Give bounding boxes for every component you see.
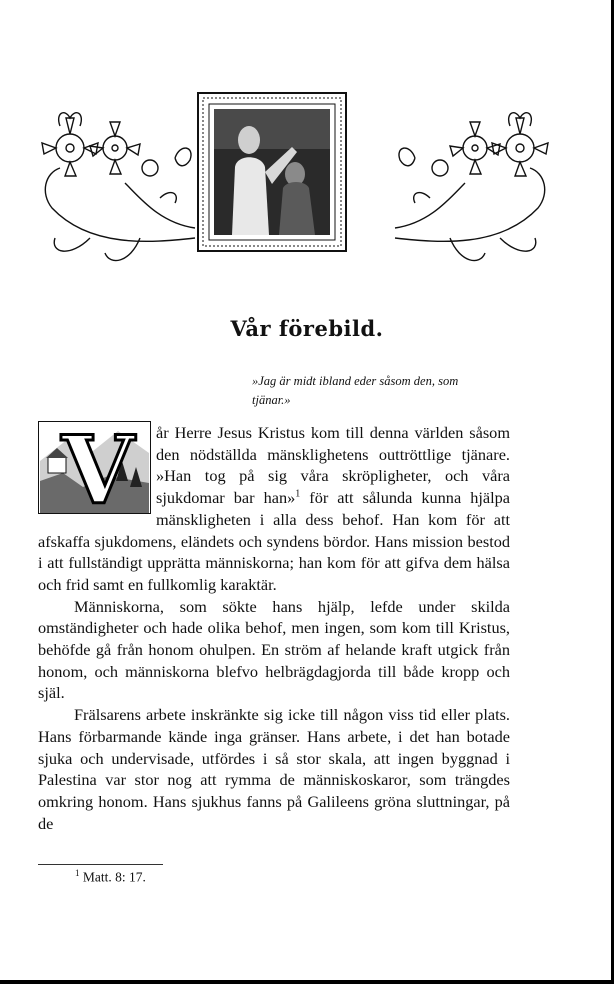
paragraph: Frälsarens arbete inskränkte sig icke till någon viss tid eller plats. Hans förbarmande kände inga gränser. Hans arbete, i det han botade sjuka och undervisade, utfördes i så stor skala, att ingen byggnad i Palestina var stor nog att rymma de människoskaror, som trängdes omkring honom. Hans sjukhus fanns på Galileens gröna sluttningar, på de [38,705,510,833]
framed-illustration [197,92,347,252]
paragraph [38,422,510,596]
paragraph-text: för att sålunda kunna hjälpa mänskligheten i alla dess behof. Han kom för att afskaffa sjukdomens, eländets och syndens bördor. Hans mission bestod i att fullständigt upprätta människorna; han kom för att gifva dem hälsa och frid samt en fullkomlig karaktär. [38,488,510,594]
epigraph-line: tjänar.» [252,393,291,407]
svg-text:V: V [61,421,135,514]
footnote-reference[interactable]: 1 [295,488,301,500]
epigraph-line: »Jag är midt ibland eder såsom den, som [252,374,459,388]
chapter-title: Vår förebild. [230,316,384,341]
paragraph-text: år Herre Jesus Kristus kom till denna världen såsom den nödställda mänsklighetens outtröttlige tjänare. »Han tog på sig våra skröpligheter, och våra sjukdomar bar han» [156,423,510,508]
footnote-text: Matt. 8: 17. [82,869,146,885]
footnote [75,868,146,886]
page-edge-bottom [0,980,614,984]
body-text [38,422,510,834]
epigraph [252,372,522,410]
footnote-marker: 1 [75,868,80,878]
paragraph: Människorna, som sökte hans hjälp, lefde under skilda omständigheter och hade olika behof, men ingen, som kom till Kristus, behöfde gå från honom ohulpen. En ström af helande kraft utgick från honom, och människorna blefvo helbrägdagjorda till både kropp och själ. [38,596,510,703]
footnote-divider [38,864,163,865]
